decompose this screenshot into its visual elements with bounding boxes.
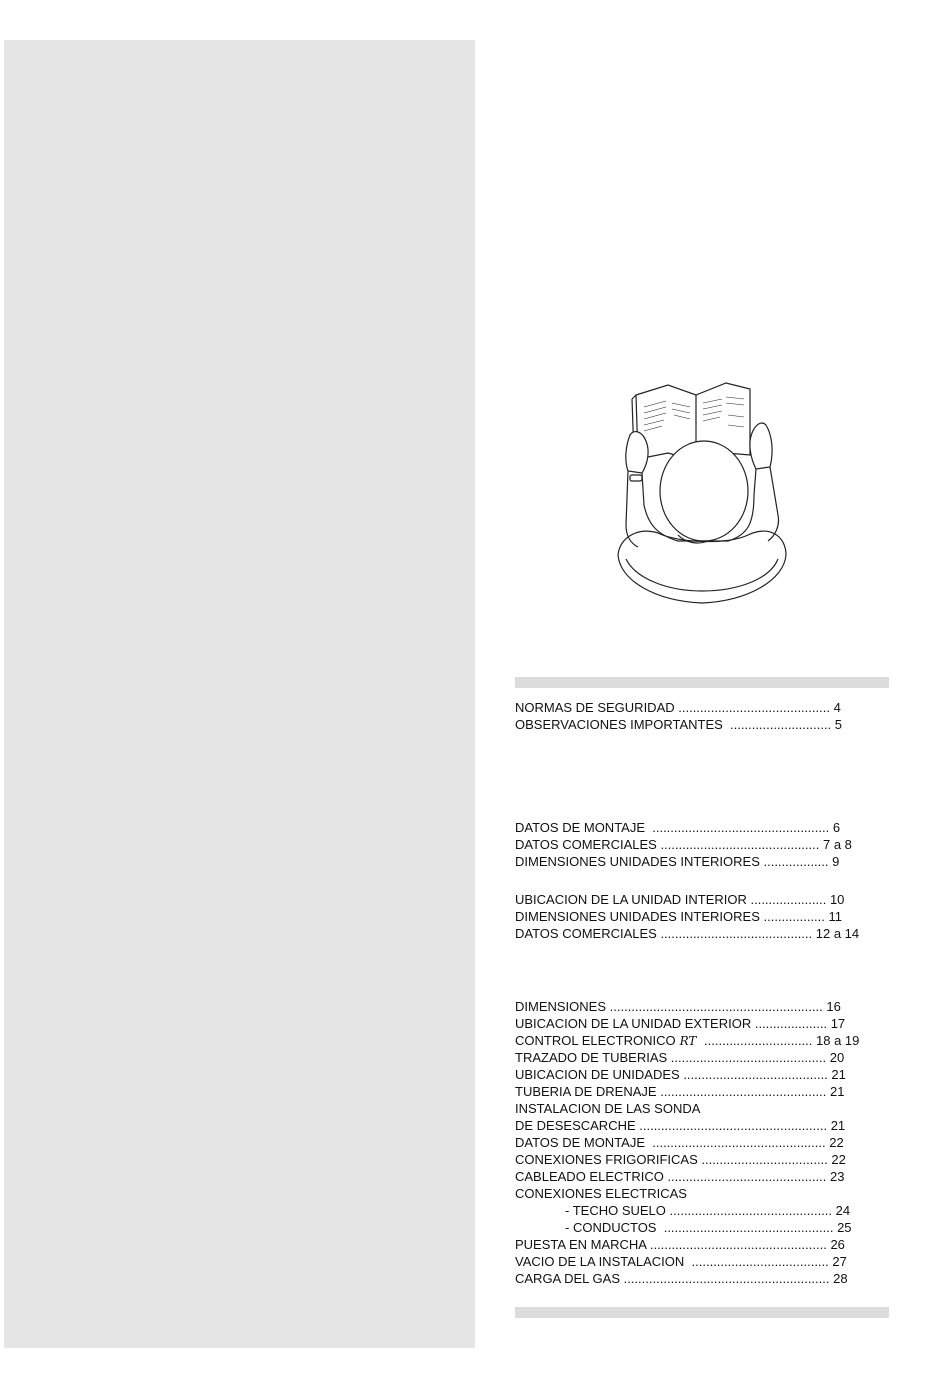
toc-label: CONTROL ELECTRONICO bbox=[515, 1033, 676, 1048]
toc-group-1 bbox=[515, 699, 895, 733]
toc-leader: ............................................ bbox=[656, 837, 823, 852]
section-divider-bar-bottom bbox=[515, 1307, 889, 1318]
toc-label: PUESTA EN MARCHA bbox=[515, 1237, 647, 1252]
toc-leader: ........................................ bbox=[679, 1067, 832, 1082]
toc-leader: ........................................... bbox=[667, 1050, 830, 1065]
toc-leader: ...................................... bbox=[684, 1254, 833, 1269]
section-divider-bar-top bbox=[515, 677, 889, 688]
toc-page: 28 bbox=[833, 1271, 848, 1286]
toc-label: CONEXIONES FRIGORIFICAS bbox=[515, 1152, 698, 1167]
toc-page: 25 bbox=[837, 1220, 852, 1235]
toc-page: 22 bbox=[831, 1152, 846, 1167]
toc-leader: .......................................... bbox=[656, 926, 816, 941]
toc-entry bbox=[515, 1066, 895, 1083]
toc-leader: .................... bbox=[751, 1016, 831, 1031]
toc-label: CABLEADO ELECTRICO bbox=[515, 1169, 664, 1184]
toc-leader: ..................... bbox=[746, 892, 830, 907]
toc-group-3 bbox=[515, 891, 895, 942]
rt-logo: RT bbox=[679, 1034, 697, 1048]
toc-label: DATOS COMERCIALES bbox=[515, 926, 657, 941]
toc-entry bbox=[515, 819, 895, 836]
toc-leader: .......................................... bbox=[674, 700, 834, 715]
toc-page: 21 bbox=[830, 1118, 846, 1133]
toc-label: DATOS DE MONTAJE bbox=[515, 820, 646, 835]
toc-entry bbox=[515, 925, 895, 942]
toc-entry bbox=[515, 1219, 895, 1236]
toc-label: DIMENSIONES bbox=[515, 999, 607, 1014]
toc-entry bbox=[515, 1134, 895, 1151]
toc-entry bbox=[515, 1185, 895, 1202]
toc-page: 5 bbox=[834, 717, 843, 732]
toc-label: NORMAS DE SEGURIDAD bbox=[515, 700, 675, 715]
toc-page: 23 bbox=[829, 1169, 845, 1184]
toc-label: CONEXIONES ELECTRICAS bbox=[515, 1186, 687, 1201]
toc-entry bbox=[515, 1117, 895, 1134]
toc-label: UBICACION DE LA UNIDAD EXTERIOR bbox=[515, 1016, 752, 1031]
toc-label: DATOS COMERCIALES bbox=[515, 837, 657, 852]
toc-entry bbox=[515, 1253, 895, 1270]
toc-leader: ............................................ bbox=[663, 1169, 830, 1184]
side-panel bbox=[4, 40, 475, 1348]
toc-label: UBICACION DE LA UNIDAD INTERIOR bbox=[515, 892, 747, 907]
toc-leader: ................. bbox=[759, 909, 829, 924]
toc-group-4 bbox=[515, 998, 895, 1287]
toc-label: DIMENSIONES UNIDADES INTERIORES bbox=[515, 909, 760, 924]
toc-page: 16 bbox=[826, 999, 841, 1014]
toc-entry bbox=[515, 853, 895, 870]
toc-page: 12 a 14 bbox=[815, 926, 860, 941]
toc-leader: .................. bbox=[759, 854, 833, 869]
toc-label: DE DESESCARCHE bbox=[515, 1118, 636, 1133]
toc-entry bbox=[515, 1168, 895, 1185]
toc-leader: ................................... bbox=[697, 1152, 832, 1167]
toc-entry bbox=[515, 1270, 895, 1287]
toc-label: UBICACION DE UNIDADES bbox=[515, 1067, 680, 1082]
toc-label: VACIO DE LA INSTALACION bbox=[515, 1254, 685, 1269]
toc-label: TRAZADO DE TUBERIAS bbox=[515, 1050, 668, 1065]
toc-label: - TECHO SUELO bbox=[565, 1203, 666, 1218]
toc-entry bbox=[515, 836, 895, 853]
toc-page: 10 bbox=[829, 892, 845, 907]
toc-label: OBSERVACIONES IMPORTANTES bbox=[515, 717, 723, 732]
toc-page: 21 bbox=[831, 1067, 846, 1082]
toc-page: 17 bbox=[830, 1016, 846, 1031]
toc-leader: ................................................ bbox=[645, 1135, 830, 1150]
toc-page: 24 bbox=[835, 1203, 851, 1218]
toc-leader: ........................................................... bbox=[606, 999, 827, 1014]
toc-page: 11 bbox=[828, 909, 842, 924]
toc-page: 9 bbox=[832, 854, 840, 869]
toc-leader: ............................................. bbox=[665, 1203, 836, 1218]
toc-entry bbox=[515, 1202, 895, 1219]
toc-label: INSTALACION DE LAS SONDA bbox=[515, 1101, 701, 1116]
toc-page: 20 bbox=[829, 1050, 845, 1065]
toc-leader: .................................................... bbox=[635, 1118, 831, 1133]
toc-label: DIMENSIONES UNIDADES INTERIORES bbox=[515, 854, 760, 869]
toc-entry bbox=[515, 699, 895, 716]
toc-entry bbox=[515, 908, 895, 925]
toc-label: TUBERIA DE DRENAJE bbox=[515, 1084, 657, 1099]
person-reading-manual-illustration bbox=[608, 375, 788, 610]
toc-page: 26 bbox=[830, 1237, 845, 1252]
toc-entry bbox=[515, 891, 895, 908]
toc-entry bbox=[515, 1151, 895, 1168]
toc-entry bbox=[515, 998, 895, 1015]
toc-entry bbox=[515, 1015, 895, 1032]
toc-page: 21 bbox=[829, 1084, 845, 1099]
toc-leader: ................................................. bbox=[646, 1237, 831, 1252]
toc-entry bbox=[515, 1032, 895, 1049]
toc-page: 6 bbox=[832, 820, 841, 835]
toc-entry bbox=[515, 1100, 895, 1117]
toc-page: 27 bbox=[832, 1254, 847, 1269]
toc-group-2 bbox=[515, 819, 895, 870]
toc-leader: ............................ bbox=[722, 717, 835, 732]
toc-page: 4 bbox=[833, 700, 841, 715]
toc-entry bbox=[515, 1236, 895, 1253]
toc-page: 22 bbox=[829, 1135, 844, 1150]
toc-page: 18 a 19 bbox=[816, 1033, 860, 1048]
toc-label: - CONDUCTOS bbox=[565, 1220, 657, 1235]
toc-page: 7 a 8 bbox=[822, 837, 852, 852]
toc-label: DATOS DE MONTAJE bbox=[515, 1135, 646, 1150]
toc-leader: .............................................. bbox=[656, 1084, 830, 1099]
toc-label: CARGA DEL GAS bbox=[515, 1271, 620, 1286]
toc-entry bbox=[515, 1049, 895, 1066]
toc-leader: ......................................................... bbox=[620, 1271, 834, 1286]
toc-entry bbox=[515, 1083, 895, 1100]
toc-leader: ............................................... bbox=[656, 1220, 838, 1235]
toc-leader: ................................................. bbox=[645, 820, 833, 835]
toc-leader: .............................. bbox=[700, 1033, 816, 1048]
toc-entry bbox=[515, 716, 895, 733]
